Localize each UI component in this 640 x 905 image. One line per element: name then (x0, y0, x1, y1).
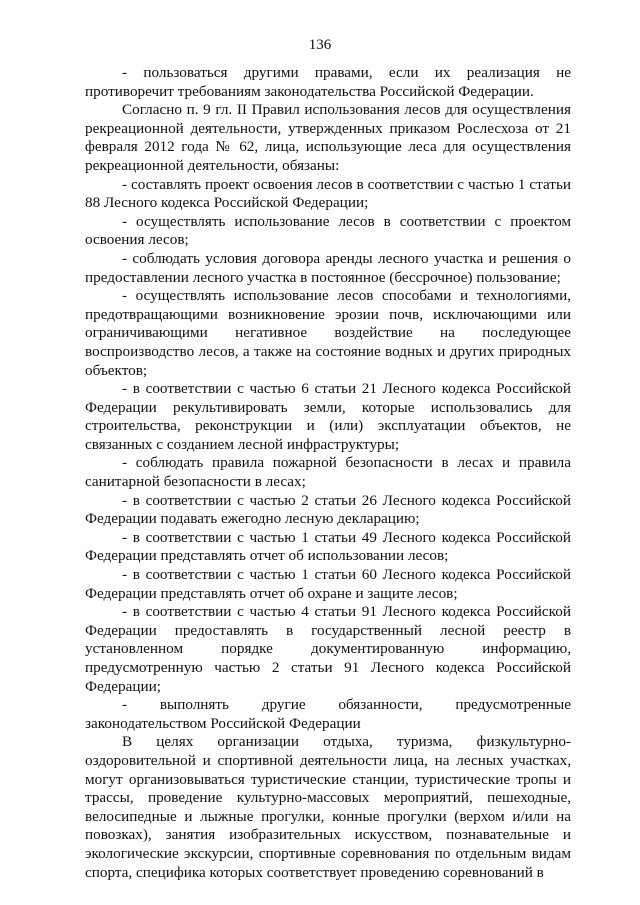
paragraph: - пользоваться другими правами, если их реализация не противоречит требованиям законодательства Российской Федерации. (85, 64, 571, 100)
page-number: 136 (308, 37, 332, 53)
paragraph: - составлять проект освоения лесов в соответствии с частью 1 статьи 88 Лесного кодекса Российской Федерации; (85, 175, 571, 212)
paragraph: - в соответствии с частью 6 статьи 21 Лесного кодекса Российской Федерации рекультивировать земли, которые использовались для строительства, реконструкции и (или) эксплуатации объектов, не связанных с созданием лесной инфраструктуры; (85, 380, 571, 453)
document-body (85, 64, 571, 882)
paragraph: - в соответствии с частью 4 статьи 91 Лесного кодекса Российской Федерации предоставлять в государственный лесной реестр в установленном порядке документированную информацию, предусмотренную частью 2 статьи 91 Лесного кодекса Российской Федерации; (85, 603, 571, 695)
paragraph: - в соответствии с частью 2 статьи 26 Лесного кодекса Российской Федерации подавать ежегодно лесную декларацию; (85, 491, 571, 528)
paragraph: В целях организации отдыха, туризма, физкультурно-оздоровительной и спортивной деятельности лица, на лесных участках, могут организовываться туристические станции, туристические тропы и трассы, проведение культурно-массовых мероприятий, пешеходные, велосипедные и лыжные прогулки, конные прогулки (верхом и/или на повозках), занятия изобразительных искусством, познавательные и экологические экскурсии, спортивные соревнования по отдельным видам спорта, специфика которых соответствует проведению соревнований в (85, 733, 571, 881)
paragraph: - в соответствии с частью 1 статьи 60 Лесного кодекса Российской Федерации представлять отчет об охране и защите лесов; (85, 566, 571, 602)
paragraph: Согласно п. 9 гл. II Правил использования лесов для осуществления рекреационной деятельности, утвержденных приказом Рослесхоза от 21 февраля 2012 года № 62, лица, использующие леса для осуществления рекреационной деятельности, обязаны: (85, 101, 571, 174)
paragraph: - соблюдать условия договора аренды лесного участка и решения о предоставлении лесного участка в постоянное (бессрочное) пользование; (85, 249, 571, 286)
paragraph: - осуществлять использование лесов способами и технологиями, предотвращающими возникновение эрозии почв, исключающими или ограничивающими негативное воздействие на последующее воспроизводство лесов, а также на состояние водных и других природных объектов; (85, 287, 571, 379)
paragraph: - выполнять другие обязанности, предусмотренные законодательством Российской Федерации (85, 696, 571, 732)
paragraph: - соблюдать правила пожарной безопасности в лесах и правила санитарной безопасности в лесах; (85, 454, 571, 491)
paragraph: - осуществлять использование лесов в соответствии с проектом освоения лесов; (85, 212, 571, 249)
paragraph: - в соответствии с частью 1 статьи 49 Лесного кодекса Российской Федерации представлять отчет об использовании лесов; (85, 528, 571, 565)
